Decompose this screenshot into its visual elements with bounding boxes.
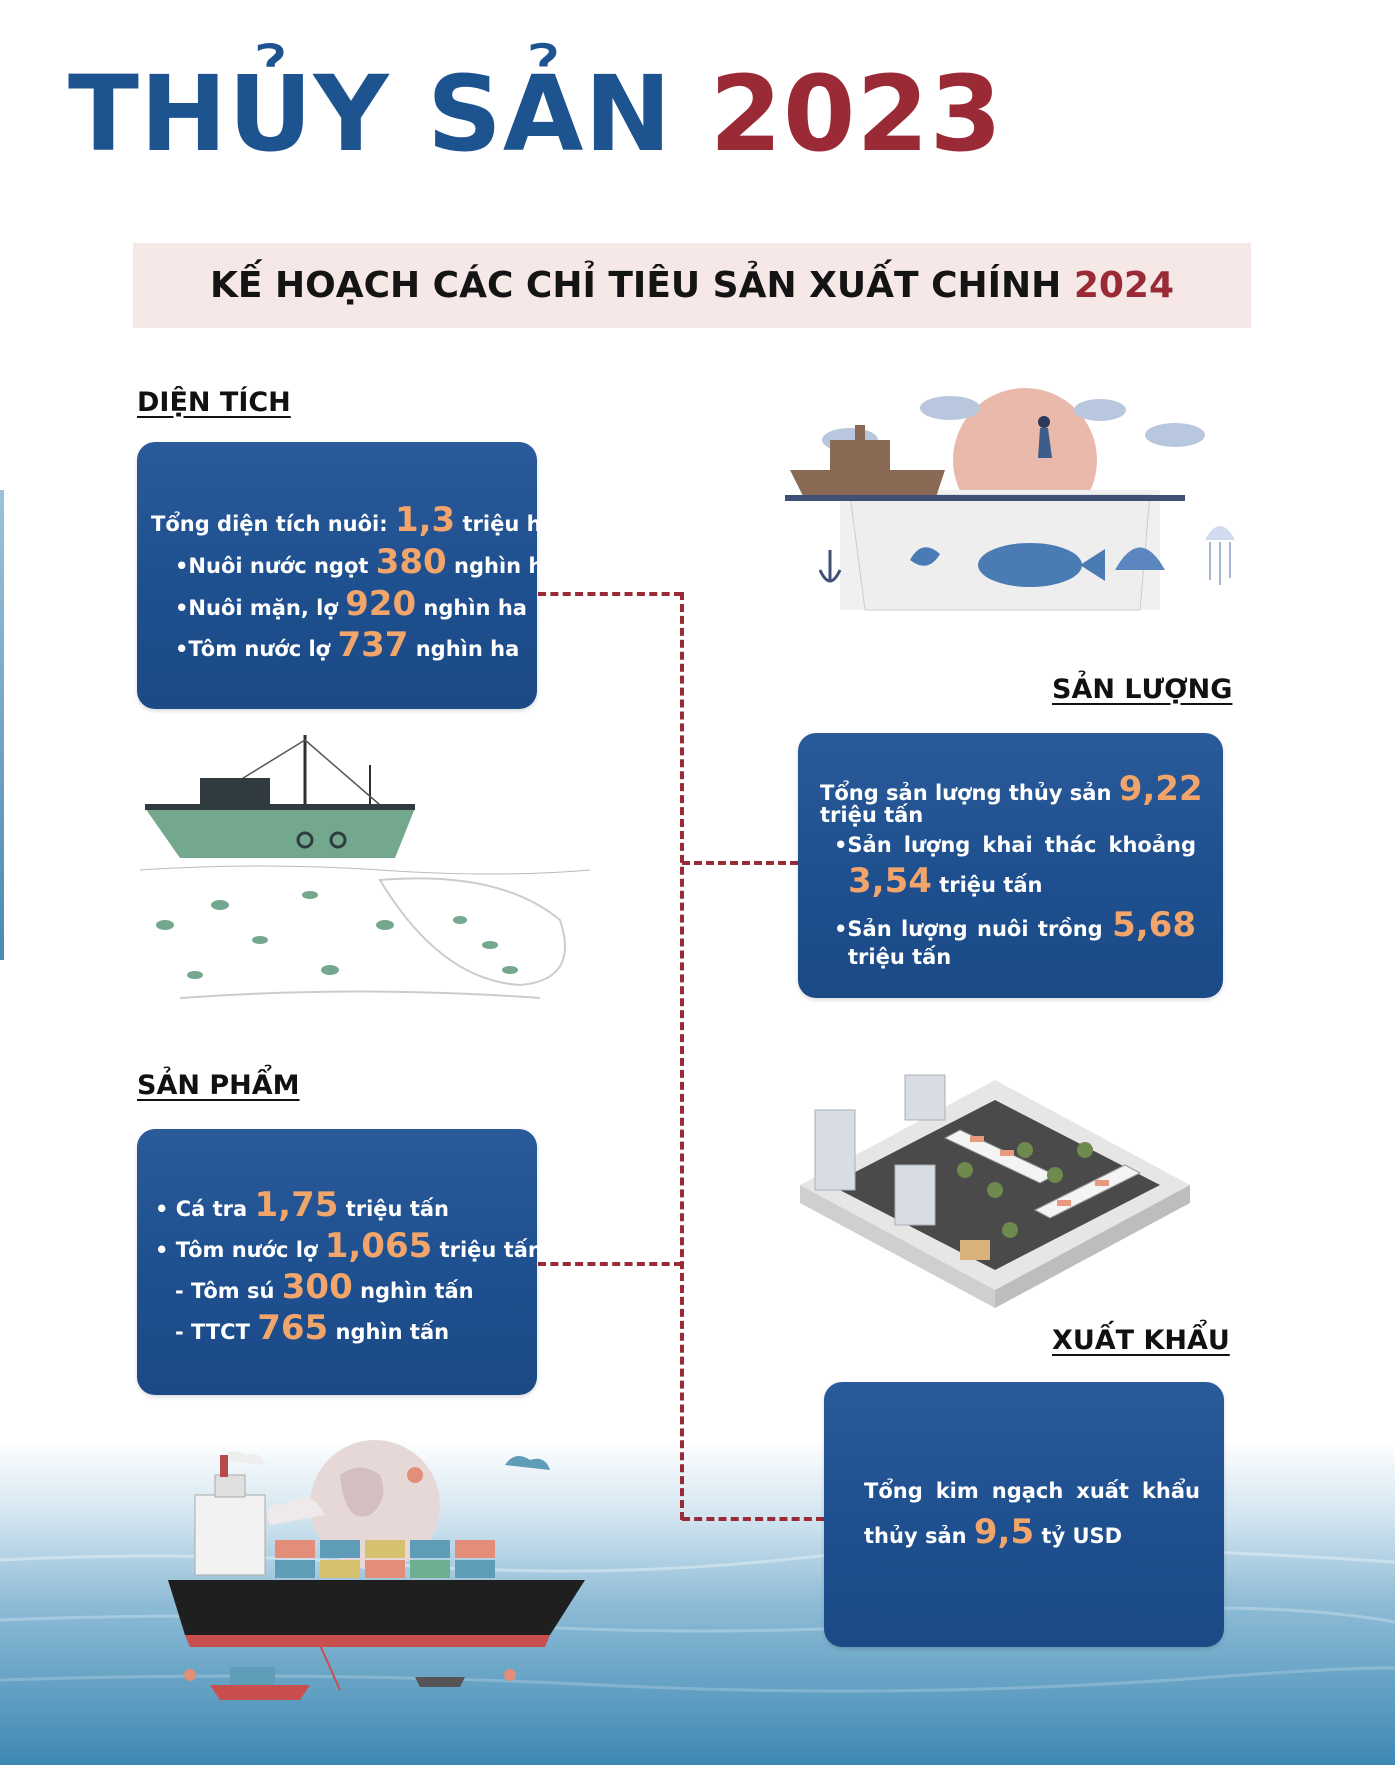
item-label: •Nuôi mặn, lợ bbox=[175, 596, 338, 620]
title-year: 2023 bbox=[709, 53, 1004, 175]
dien-tich-total-unit: triệu ha bbox=[462, 512, 556, 536]
xuat-khau-box bbox=[824, 1382, 1224, 1647]
item-label: - TTCT bbox=[175, 1320, 250, 1344]
item-unit: triệu tấn bbox=[345, 1197, 449, 1221]
xuat-khau-value-line bbox=[864, 1512, 1122, 1552]
processing-factory-illustration bbox=[795, 1050, 1195, 1320]
heading-xuat-khau: XUẤT KHẨU bbox=[1052, 1325, 1230, 1356]
connector-dien-tich bbox=[538, 592, 682, 596]
item-unit: nghìn tấn bbox=[360, 1279, 474, 1303]
left-edge-decoration bbox=[0, 490, 4, 960]
fishing-scene-illustration bbox=[770, 380, 1240, 630]
item-label: • Tôm nước lợ bbox=[155, 1238, 318, 1262]
fishing-boat-illustration bbox=[140, 730, 600, 1010]
item-unit: nghìn tấn bbox=[335, 1320, 450, 1344]
dien-tich-item-ngot bbox=[175, 542, 558, 582]
xuat-khau-value: 9,5 bbox=[973, 1512, 1035, 1552]
dien-tich-total-label: Tổng diện tích nuôi: bbox=[151, 512, 388, 536]
san-pham-tom-nuoc-lo bbox=[155, 1226, 543, 1266]
item-unit: nghìn ha bbox=[415, 637, 520, 661]
heading-dien-tich: DIỆN TÍCH bbox=[137, 387, 291, 418]
title-main: THỦY SẢN bbox=[68, 53, 673, 175]
san-luong-khai-thac: •Sản lượng khai thác khoảng bbox=[834, 833, 1196, 857]
dien-tich-item-man-lo bbox=[175, 584, 527, 624]
san-pham-ca-tra bbox=[155, 1185, 449, 1225]
item-unit: nghìn ha bbox=[454, 554, 558, 578]
nuoi-trong-value: 5,68 bbox=[1112, 905, 1196, 945]
connector-san-luong bbox=[682, 861, 798, 865]
banner-label: KẾ HOẠCH CÁC CHỈ TIÊU SẢN XUẤT CHÍNH bbox=[209, 265, 1062, 306]
cargo-ship-illustration bbox=[160, 1435, 600, 1720]
san-luong-khai-thac-value-line bbox=[848, 861, 1042, 901]
khai-thac-value: 3,54 bbox=[848, 861, 932, 901]
item-label: •Nuôi nước ngọt bbox=[175, 554, 369, 578]
item-label: - Tôm sú bbox=[175, 1279, 275, 1303]
san-luong-nuoi-trong bbox=[834, 905, 1196, 945]
item-value: 380 bbox=[375, 542, 447, 582]
connector-trunk bbox=[680, 592, 684, 1520]
connector-xuat-khau bbox=[682, 1517, 824, 1521]
item-value: 737 bbox=[337, 625, 409, 665]
san-luong-box bbox=[798, 733, 1223, 998]
san-luong-total-label: Tổng sản lượng thủy sản bbox=[820, 781, 1112, 805]
item-value: 300 bbox=[281, 1267, 353, 1307]
item-value: 920 bbox=[345, 584, 417, 624]
banner-text bbox=[210, 265, 1174, 306]
khai-thac-unit: triệu tấn bbox=[939, 873, 1043, 897]
banner-year: 2024 bbox=[1073, 265, 1175, 306]
connector-san-pham bbox=[538, 1262, 682, 1266]
item-value: 1,065 bbox=[324, 1226, 433, 1266]
item-value: 765 bbox=[257, 1308, 329, 1348]
item-unit: triệu tấn bbox=[439, 1238, 543, 1262]
item-value: 1,75 bbox=[254, 1185, 339, 1225]
item-label: •Tôm nước lợ bbox=[175, 637, 331, 661]
san-luong-total-value: 9,22 bbox=[1118, 769, 1203, 809]
san-pham-ttct bbox=[175, 1308, 449, 1348]
item-label: • Cá tra bbox=[155, 1197, 248, 1221]
dien-tich-total-value: 1,3 bbox=[394, 500, 456, 540]
heading-san-luong: SẢN LƯỢNG bbox=[1052, 674, 1233, 705]
plan-banner bbox=[133, 243, 1251, 328]
item-unit: nghìn ha bbox=[423, 596, 527, 620]
page-title bbox=[68, 53, 1004, 175]
nuoi-trong-label: •Sản lượng nuôi trồng bbox=[834, 917, 1103, 941]
xuat-khau-unit: tỷ USD bbox=[1041, 1524, 1123, 1548]
xuat-khau-label1: Tổng kim ngạch xuất khẩu bbox=[864, 1479, 1200, 1503]
xuat-khau-label2: thủy sản bbox=[864, 1524, 967, 1548]
dien-tich-total bbox=[151, 500, 556, 540]
san-luong-total-unit: triệu tấn bbox=[820, 803, 924, 827]
dien-tich-item-tom bbox=[175, 625, 519, 665]
san-pham-tom-su bbox=[175, 1267, 474, 1307]
san-luong-nuoi-trong-unit: triệu tấn bbox=[848, 945, 952, 969]
dien-tich-box bbox=[137, 442, 558, 709]
san-pham-box bbox=[137, 1129, 543, 1395]
heading-san-pham: SẢN PHẨM bbox=[137, 1070, 300, 1101]
